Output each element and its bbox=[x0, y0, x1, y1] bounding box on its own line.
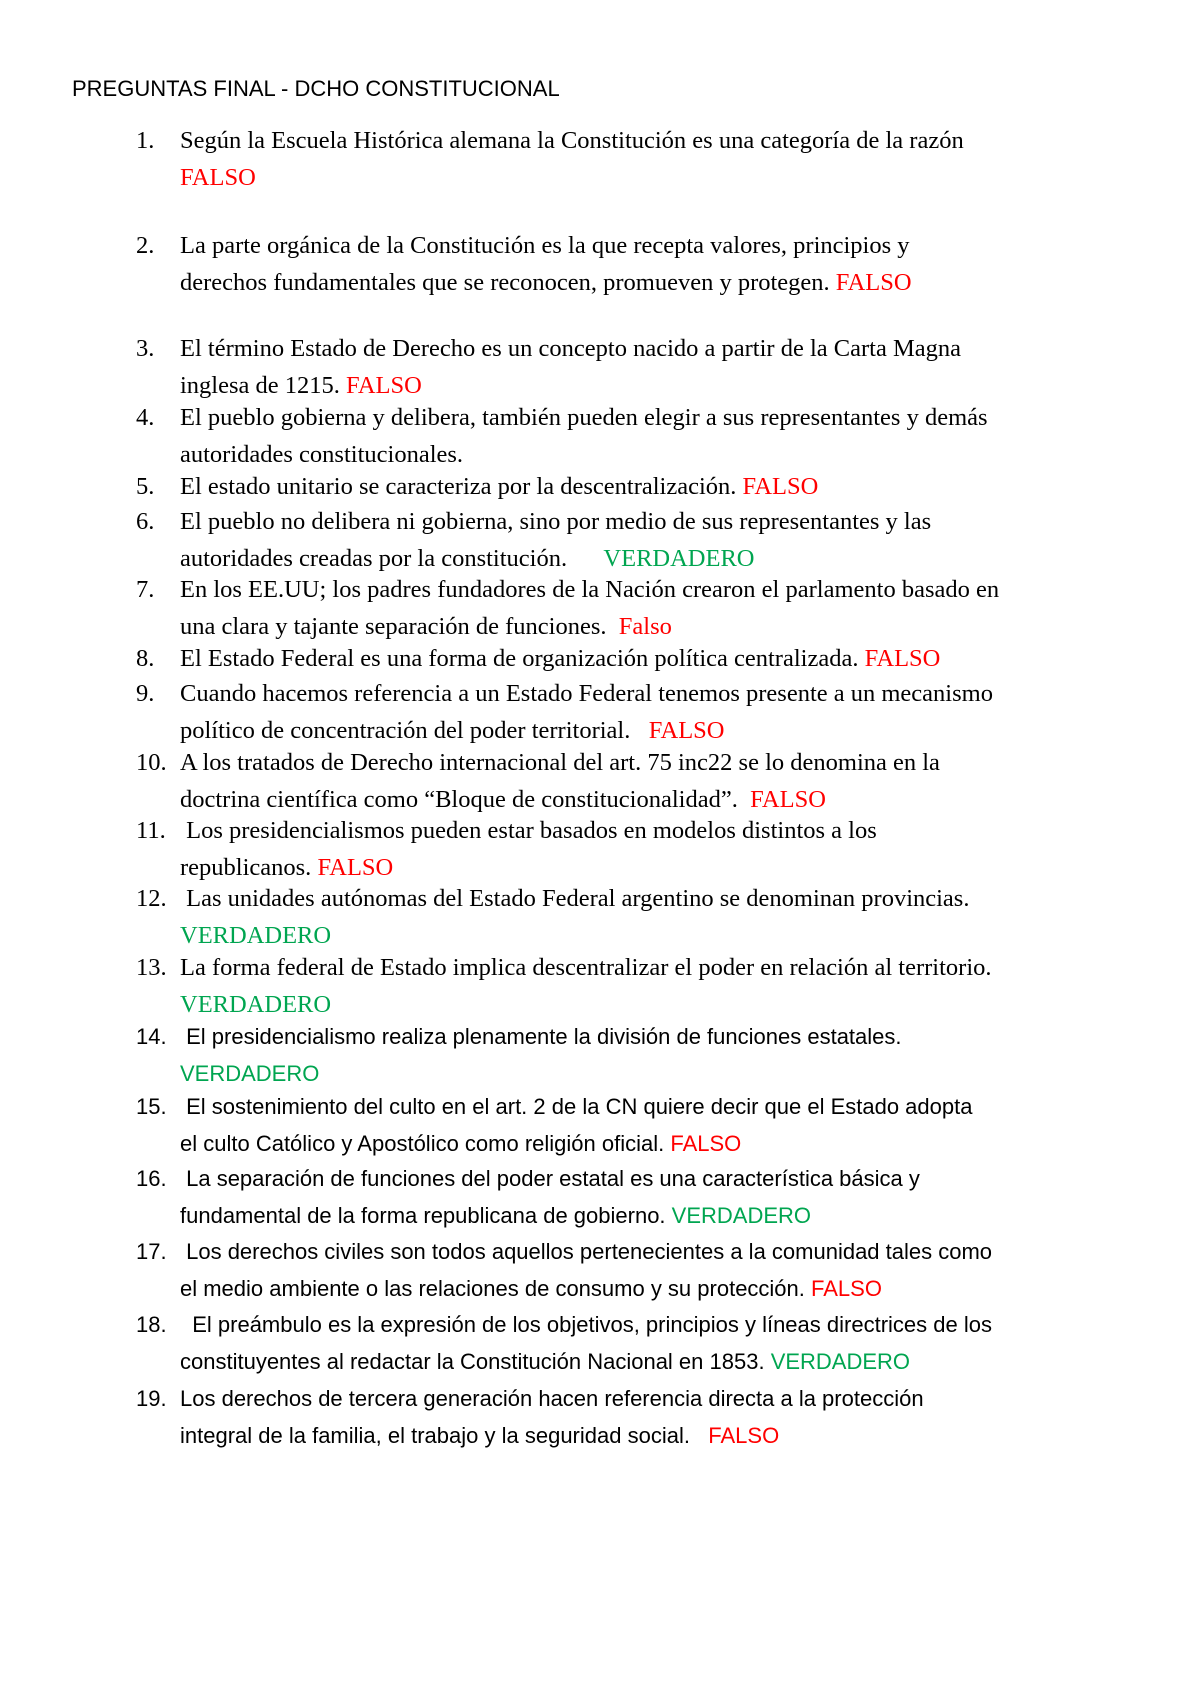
answer-falso: FALSO bbox=[317, 854, 394, 881]
question-number: 1. bbox=[136, 127, 155, 154]
question-text: Los presidencialismos pueden estar basados en modelos distintos a los bbox=[180, 817, 877, 844]
question-line bbox=[180, 1088, 1140, 1125]
question-line bbox=[180, 812, 1140, 849]
question-text: el medio ambiente o las relaciones de consumo y su protección. bbox=[180, 1276, 812, 1301]
question-number: 17. bbox=[136, 1239, 167, 1264]
question-line bbox=[180, 1380, 1140, 1417]
question-number: 14. bbox=[136, 1024, 167, 1049]
question-line bbox=[180, 1306, 1140, 1343]
question-body bbox=[180, 571, 1140, 645]
answer-verdadero: VERDADERO bbox=[603, 545, 755, 572]
question-text: político de concentración del poder territorial. bbox=[180, 717, 649, 744]
question-text: El pueblo gobierna y delibera, también pueden elegir a sus representantes y demás bbox=[180, 404, 988, 431]
question-line bbox=[180, 675, 1140, 712]
question-body bbox=[180, 744, 1140, 818]
question-line bbox=[180, 571, 1140, 608]
answer-falso: FALSO bbox=[180, 164, 256, 191]
question-line bbox=[180, 1197, 1140, 1234]
question-line bbox=[180, 227, 1140, 264]
answer-falso: FALSO bbox=[742, 473, 819, 500]
question-body bbox=[180, 1233, 1140, 1307]
question-body bbox=[180, 122, 1140, 196]
question-text: derechos fundamentales que se reconocen, promueven y protegen. bbox=[180, 269, 836, 296]
question-text: En los EE.UU; los padres fundadores de la Nación crearon el parlamento basado en bbox=[180, 576, 1000, 603]
question-body bbox=[180, 1088, 1140, 1162]
answer-falso: FALSO bbox=[670, 1131, 742, 1156]
question-text: El preámbulo es la expresión de los objetivos, principios y líneas directrices de los bbox=[180, 1312, 992, 1337]
question-body bbox=[180, 675, 1140, 749]
question-number: 19. bbox=[136, 1386, 167, 1411]
answer-falso: Falso bbox=[618, 613, 672, 640]
answer-verdadero: VERDADERO bbox=[180, 1061, 320, 1086]
question-line bbox=[180, 880, 1140, 917]
answer-verdadero: VERDADERO bbox=[671, 1203, 812, 1228]
question-text: Las unidades autónomas del Estado Federal argentino se denominan provincias. bbox=[180, 885, 970, 912]
question-text: La separación de funciones del poder estatal es una característica básica y bbox=[180, 1166, 920, 1191]
question-number: 4. bbox=[136, 404, 155, 431]
question-line bbox=[180, 264, 1140, 301]
question-line bbox=[180, 1055, 1140, 1092]
question-text: El presidencialismo realiza plenamente la división de funciones estatales. bbox=[180, 1024, 902, 1049]
question-line bbox=[180, 122, 1140, 159]
question-number: 15. bbox=[136, 1094, 167, 1119]
question-number: 2. bbox=[136, 232, 155, 259]
question-text: Según la Escuela Histórica alemana la Constitución es una categoría de la razón bbox=[180, 127, 964, 154]
answer-falso: FALSO bbox=[648, 717, 725, 744]
answer-verdadero: VERDADERO bbox=[180, 922, 332, 949]
question-number: 11. bbox=[136, 817, 166, 844]
question-number: 10. bbox=[136, 749, 167, 776]
answer-falso: FALSO bbox=[811, 1276, 882, 1301]
question-body bbox=[180, 503, 1140, 577]
question-text: republicanos. bbox=[180, 854, 318, 881]
question-line bbox=[180, 1233, 1140, 1270]
question-text: El pueblo no delibera ni gobierna, sino por medio de sus representantes y las bbox=[180, 508, 932, 535]
question-line bbox=[180, 1018, 1140, 1055]
question-body bbox=[180, 949, 1140, 1023]
question-number: 12. bbox=[136, 885, 167, 912]
question-line bbox=[180, 640, 1140, 677]
question-number: 9. bbox=[136, 680, 155, 707]
document-title: PREGUNTAS FINAL - DCHO CONSTITUCIONAL bbox=[72, 76, 560, 101]
question-line bbox=[180, 1125, 1140, 1162]
question-text: A los tratados de Derecho internacional del art. 75 inc22 se lo denomina en la bbox=[180, 749, 940, 776]
question-text: el culto Católico y Apostólico como religión oficial. bbox=[180, 1131, 671, 1156]
question-line bbox=[180, 1343, 1140, 1380]
answer-falso: FALSO bbox=[864, 645, 941, 672]
question-number: 3. bbox=[136, 335, 155, 362]
answer-falso: FALSO bbox=[708, 1423, 780, 1448]
question-line bbox=[180, 399, 1140, 436]
question-body bbox=[180, 1018, 1140, 1092]
answer-verdadero: VERDADERO bbox=[770, 1349, 911, 1374]
question-text: fundamental de la forma republicana de gobierno. bbox=[180, 1203, 672, 1228]
question-body bbox=[180, 330, 1140, 404]
question-text: una clara y tajante separación de funciones. bbox=[180, 613, 619, 640]
question-text: autoridades creadas por la constitución. bbox=[180, 545, 604, 572]
question-number: 13. bbox=[136, 954, 167, 981]
question-body bbox=[180, 1380, 1140, 1454]
question-line bbox=[180, 330, 1140, 367]
question-line bbox=[180, 1417, 1140, 1454]
question-text: autoridades constitucionales. bbox=[180, 441, 464, 468]
question-number: 18. bbox=[136, 1312, 167, 1337]
question-text: constituyentes al redactar la Constitución Nacional en 1853. bbox=[180, 1349, 771, 1374]
question-text: Los derechos de tercera generación hacen referencia directa a la protección bbox=[180, 1386, 924, 1411]
question-text: inglesa de 1215. bbox=[180, 372, 347, 399]
question-text: El Estado Federal es una forma de organización política centralizada. bbox=[180, 645, 865, 672]
question-text: El estado unitario se caracteriza por la descentralización. bbox=[180, 473, 743, 500]
question-body bbox=[180, 640, 1140, 677]
question-text: doctrina científica como “Bloque de constitucionalidad”. bbox=[180, 786, 751, 813]
question-line bbox=[180, 159, 1140, 196]
question-number: 8. bbox=[136, 645, 155, 672]
question-text: Los derechos civiles son todos aquellos pertenecientes a la comunidad tales como bbox=[180, 1239, 993, 1264]
question-body bbox=[180, 880, 1140, 954]
question-line bbox=[180, 468, 1140, 505]
question-text: El sostenimiento del culto en el art. 2 de la CN quiere decir que el Estado adopta bbox=[180, 1094, 973, 1119]
answer-falso: FALSO bbox=[346, 372, 422, 399]
question-body bbox=[180, 1306, 1140, 1380]
question-text: integral de la familia, el trabajo y la seguridad social. bbox=[180, 1423, 709, 1448]
answer-falso: FALSO bbox=[835, 269, 912, 296]
question-body bbox=[180, 399, 1140, 473]
question-line bbox=[180, 1270, 1140, 1307]
question-body bbox=[180, 1160, 1140, 1234]
question-text: El término Estado de Derecho es un concepto nacido a partir de la Carta Magna bbox=[180, 335, 961, 362]
question-text: La forma federal de Estado implica descentralizar el poder en relación al territorio. bbox=[180, 954, 992, 981]
question-text: La parte orgánica de la Constitución es la que recepta valores, principios y bbox=[180, 232, 910, 259]
question-line bbox=[180, 949, 1140, 986]
question-body bbox=[180, 227, 1140, 301]
question-body bbox=[180, 812, 1140, 886]
question-text: Cuando hacemos referencia a un Estado Federal tenemos presente a un mecanismo bbox=[180, 680, 993, 707]
question-number: 6. bbox=[136, 508, 155, 535]
question-number: 16. bbox=[136, 1166, 167, 1191]
answer-verdadero: VERDADERO bbox=[180, 991, 332, 1018]
question-number: 5. bbox=[136, 473, 155, 500]
answer-falso: FALSO bbox=[750, 786, 826, 813]
question-line bbox=[180, 503, 1140, 540]
question-number: 7. bbox=[136, 576, 155, 603]
question-body bbox=[180, 468, 1140, 505]
question-line bbox=[180, 744, 1140, 781]
question-line bbox=[180, 1160, 1140, 1197]
